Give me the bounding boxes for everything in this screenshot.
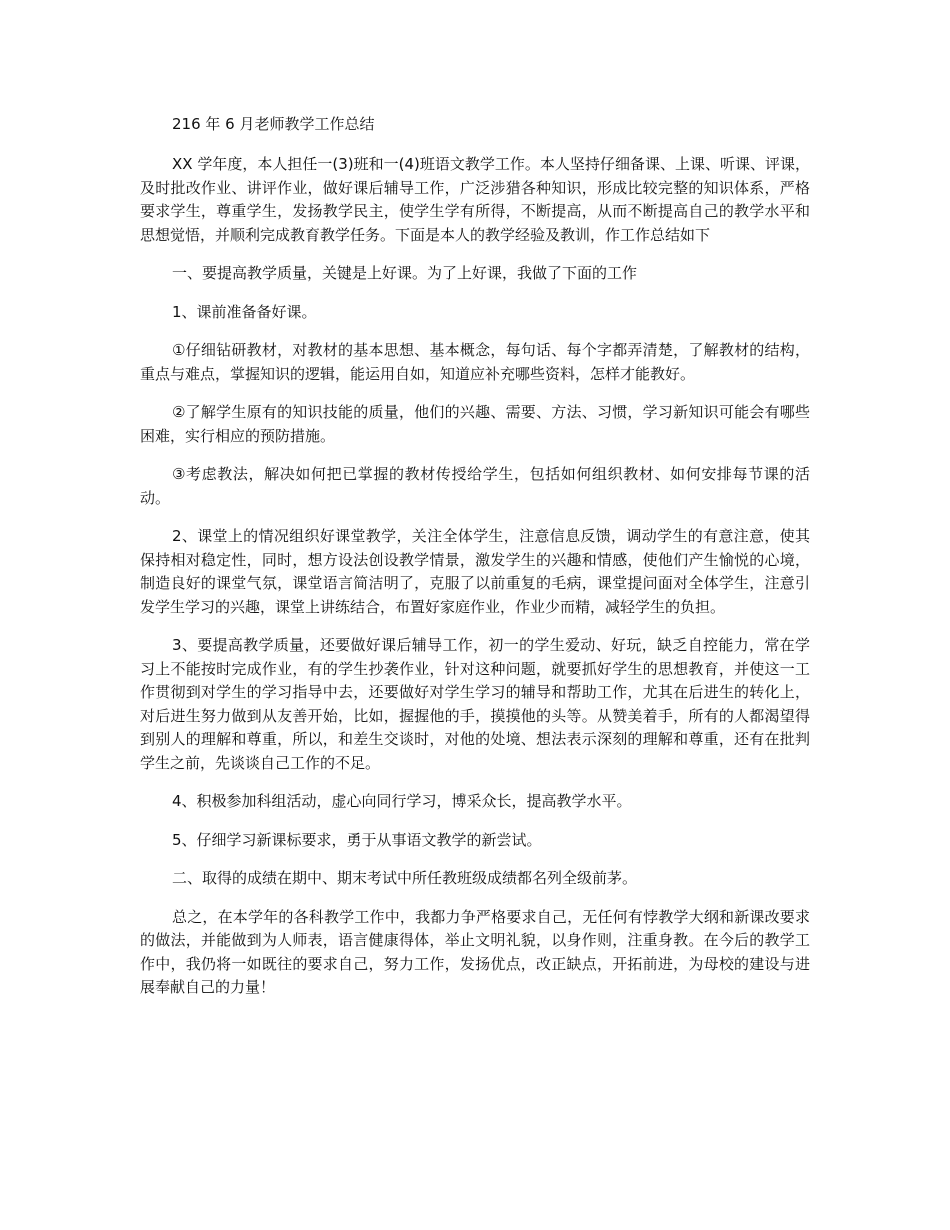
paragraph-subitem-1: ①仔细钻研教材，对教材的基本思想、基本概念，每句话、每个字都弄清楚，了解教材的结构，重点与难点，掌握知识的逻辑，能运用自如，知道应补充哪些资料，怎样才能教好。 <box>140 341 810 383</box>
document-body <box>140 112 810 1015</box>
paragraph-item-5: 5、仔细学习新课标要求，勇于从事语文教学的新尝试。 <box>172 830 542 849</box>
paragraph-subitem-2: ②了解学生原有的知识技能的质量，他们的兴趣、需要、方法、习惯，学习新知识可能会有哪些困难，实行相应的预防措施。 <box>140 403 810 445</box>
paragraph-item-2: 2、课堂上的情况组织好课堂教学，关注全体学生，注意信息反馈，调动学生的有意注意，使其保持相对稳定性，同时，想方设法创设教学情景，激发学生的兴趣和情感，使他们产生愉悦的心境，制造良好的课堂气氛，课堂语言简洁明了，克服了以前重复的毛病，课堂提问面对全体学生，注意引发学生学习的兴趣，课堂上讲练结合，布置好家庭作业，作业少而精，减轻学生的负担。 <box>140 527 810 616</box>
paragraph-item-4: 4、积极参加科组活动，虚心向同行学习，博采众长，提高教学水平。 <box>172 792 632 810</box>
paragraph-item-3: 3、要提高教学质量，还要做好课后辅导工作，初一的学生爱动、好玩，缺乏自控能力，常在学习上不能按时完成作业，有的学生抄袭作业，针对这种问题，就要抓好学生的思想教育，并使这一工作贯彻到对学生的学习指导中去，还要做好对学生学习的辅导和帮助工作，尤其在后进生的转化上，对后进生努力做到从友善开始，比如，握握他的手，摸摸他的头等。从赞美着手，所有的人都渴望得到别人的理解和尊重，所以，和差生交谈时，对他的处境、想法表示深刻的理解和尊重，还有在批判学生之前，先谈谈自己工作的不足。 <box>140 636 810 772</box>
paragraph-subitem-3: ③考虑教法，解决如何把已掌握的教材传授给学生，包括如何组织教材、如何安排每节课的活动。 <box>140 465 810 507</box>
paragraph-section-two: 二、取得的成绩在期中、期末考试中所任教班级成绩都名列全级前茅。 <box>172 869 638 887</box>
paragraph-intro: XX 学年度，本人担任一(3)班和一(4)班语文教学工作。本人坚持仔细备课、上课、听课、评课，及时批改作业、讲评作业，做好课后辅导工作，广泛涉猎各种知识，形成比较完整的知识体系，严格要求学生，尊重学生，发扬教学民主，使学生学有所得，不断提高，从而不断提高自己的教学水平和思想觉悟，并顺利完成教育教学任务。下面是本人的教学经验及教训，作工作总结如下 <box>140 155 810 244</box>
paragraph-item-1: 1、课前准备备好课。 <box>172 302 317 321</box>
paragraph-conclusion: 总之，在本学年的各科教学工作中，我都力争严格要求自己，无任何有悖教学大纲和新课改要求的做法，并能做到为人师表，语言健康得体，举止文明礼貌，以身作则，注重身教。在今后的教学工作中，我仍将一如既往的要求自己，努力工作，发扬优点，改正缺点，开拓前进，为母校的建设与进展奉献自己的力量！ <box>140 907 810 996</box>
paragraph-section-one-heading: 一、要提高教学质量，关键是上好课。为了上好课，我做了下面的工作 <box>172 264 638 282</box>
document-title: 216 年 6 月老师教学工作总结 <box>172 115 375 133</box>
